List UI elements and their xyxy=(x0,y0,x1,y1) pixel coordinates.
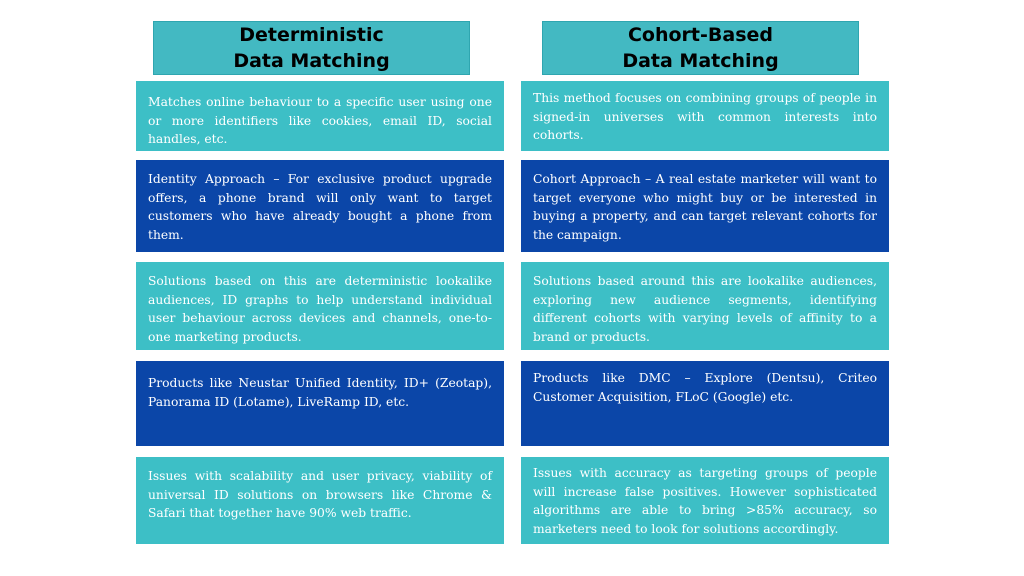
cohort-solutions-text: Solutions based around this are lookalike audiences, exploring new audience segments, identifying different cohorts with varying levels of affinity to a brand or products. xyxy=(533,274,877,344)
cohort-title-line2: Data Matching xyxy=(622,50,779,72)
deterministic-definition-text: Matches online behaviour to a specific user using one or more identifiers like cookies, email ID, social handles, etc. xyxy=(148,95,492,146)
deterministic-issues-box xyxy=(136,457,504,544)
deterministic-products-text: Products like Neustar Unified Identity, ID+ (Zeotap), Panorama ID (Lotame), LiveRamp ID, etc. xyxy=(148,376,492,409)
cohort-issues-text: Issues with accuracy as targeting groups of people will increase false positives. However sophisticated algorithms are able to bring >85% accuracy, so marketers need to look for solutions accordingly. xyxy=(533,466,877,536)
cohort-products-text: Products like DMC – Explore (Dentsu), Criteo Customer Acquisition, FLoC (Google) etc. xyxy=(533,371,877,404)
deterministic-header xyxy=(153,21,470,75)
cohort-header xyxy=(542,21,859,75)
cohort-definition-text: This method focuses on combining groups of people in signed-in universes with common interests into cohorts. xyxy=(533,91,877,142)
cohort-approach-text: Cohort Approach – A real estate marketer will want to target everyone who might buy or be interested in buying a property, and can target relevant cohorts for the campaign. xyxy=(533,172,877,242)
deterministic-approach-box xyxy=(136,160,504,252)
deterministic-approach-text: Identity Approach – For exclusive product upgrade offers, a phone brand will only want to target customers who have already bought a phone from them. xyxy=(148,172,492,242)
deterministic-solutions-text: Solutions based on this are deterministic lookalike audiences, ID graphs to help understand individual user behaviour across devices and channels, one-to-one marketing products. xyxy=(148,274,492,344)
deterministic-definition-box xyxy=(136,81,504,151)
cohort-title-line1: Cohort-Based xyxy=(627,24,773,46)
deterministic-title-line2: Data Matching xyxy=(233,50,390,72)
deterministic-issues-text: Issues with scalability and user privacy, viability of universal ID solutions on browsers like Chrome & Safari that together have 90% web traffic. xyxy=(148,469,492,520)
deterministic-products-box xyxy=(136,361,504,446)
cohort-products-box xyxy=(521,361,889,446)
cohort-approach-box xyxy=(521,160,889,252)
cohort-issues-box xyxy=(521,457,889,544)
cohort-solutions-box xyxy=(521,262,889,350)
deterministic-solutions-box xyxy=(136,262,504,350)
deterministic-title-line1: Deterministic xyxy=(239,24,384,46)
cohort-definition-box xyxy=(521,81,889,151)
